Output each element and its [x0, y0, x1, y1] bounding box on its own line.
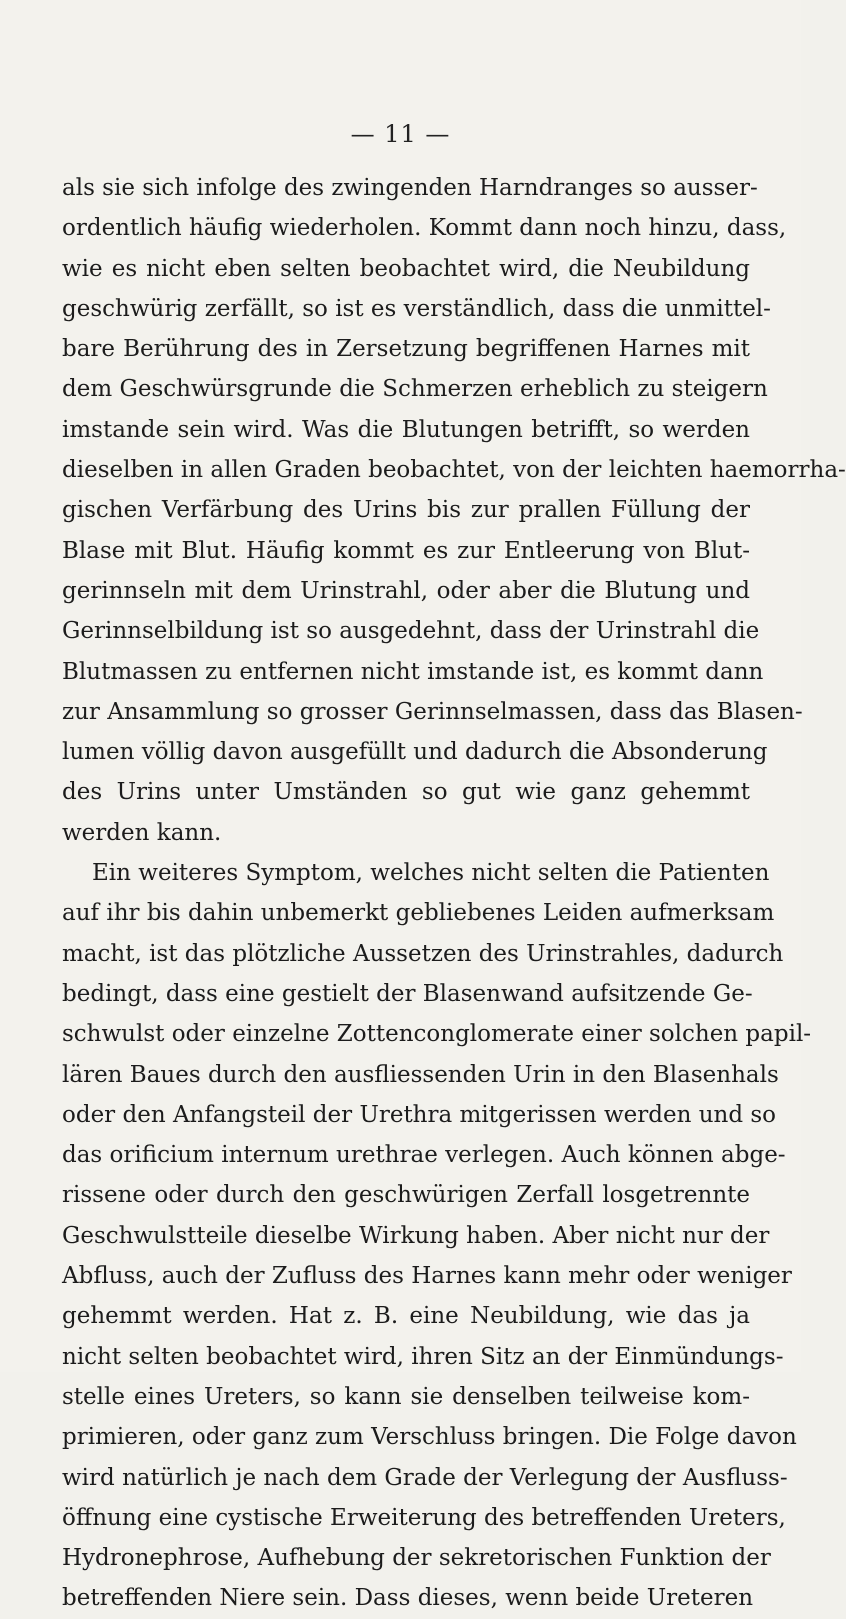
- text-line: dem Geschwürsgrunde die Schmerzen erheblich zu steigern: [62, 376, 768, 403]
- text-line: gischen Verfärbung des Urins bis zur prallen Füllung der: [62, 497, 750, 524]
- text-line: öffnung eine cystische Erweiterung des betreffenden Ureters,: [62, 1504, 786, 1531]
- text-line: Blase mit Blut. Häufig kommt es zur Entleerung von Blut-: [62, 537, 750, 564]
- text-line: stelle eines Ureters, so kann sie denselben teilweise kom-: [62, 1383, 750, 1410]
- text-line: dieselben in allen Graden beobachtet, von der leichten haemorrha-: [62, 457, 846, 484]
- text-line: rissene oder durch den geschwürigen Zerfall losgetrennte: [62, 1182, 750, 1209]
- page-number: — 11 —: [350, 120, 451, 148]
- text-line: Abfluss, auch der Zufluss des Harnes kann mehr oder weniger: [62, 1263, 792, 1290]
- text-line: bedingt, dass eine gestielt der Blasenwand aufsitzende Ge-: [62, 980, 753, 1007]
- text-line: Ein weiteres Symptom, welches nicht selten die Patienten: [92, 860, 770, 887]
- body-text: [62, 168, 846, 1619]
- text-line: nicht selten beobachtet wird, ihren Sitz an der Einmündungs-: [62, 1343, 784, 1370]
- text-line: schwulst oder einzelne Zottenconglomerate einer solchen papil-: [62, 1021, 812, 1048]
- text-line: geschwürig zerfällt, so ist es verständlich, dass die unmittel-: [62, 295, 771, 322]
- text-line: Geschwulstteile dieselbe Wirkung haben. Aber nicht nur der: [62, 1222, 770, 1249]
- text-line: bare Berührung des in Zersetzung begriffenen Harnes mit: [62, 336, 750, 363]
- text-line: oder den Anfangsteil der Urethra mitgerissen werden und so: [62, 1101, 777, 1128]
- text-line: gerinnseln mit dem Urinstrahl, oder aber die Blutung und: [62, 577, 750, 604]
- text-line: lären Baues durch den ausfliessenden Urin in den Blasenhals: [62, 1061, 779, 1088]
- text-line: gehemmt werden. Hat z. B. eine Neubildung, wie das ja: [62, 1303, 750, 1330]
- text-line: wie es nicht eben selten beobachtet wird, die Neubildung: [62, 255, 750, 282]
- text-line: macht, ist das plötzliche Aussetzen des Urinstrahles, dadurch: [62, 940, 784, 967]
- text-line: zur Ansammlung so grosser Gerinnselmassen, dass das Blasen-: [62, 698, 803, 725]
- text-line: Hydronephrose, Aufhebung der sekretorischen Funktion der: [62, 1545, 771, 1572]
- text-line: Gerinnselbildung ist so ausgedehnt, dass der Urinstrahl die: [62, 618, 760, 645]
- text-line: ordentlich häufig wiederholen. Kommt dann noch hinzu, dass,: [62, 215, 787, 242]
- text-line: auf ihr bis dahin unbemerkt gebliebenes Leiden aufmerksam: [62, 900, 775, 927]
- text-line: das orificium internum urethrae verlegen. Auch können abge-: [62, 1142, 786, 1169]
- text-line: werden kann.: [62, 819, 222, 846]
- text-line: imstande sein wird. Was die Blutungen betrifft, so werden: [62, 416, 750, 443]
- text-line: lumen völlig davon ausgefüllt und dadurch die Absonderung: [62, 739, 768, 766]
- text-line: betreffenden Niere sein. Dass dieses, wenn beide Ureteren: [62, 1585, 754, 1612]
- text-line: als sie sich infolge des zwingenden Harndranges so ausser-: [62, 175, 758, 201]
- text-line: wird natürlich je nach dem Grade der Verlegung der Ausfluss-: [62, 1464, 788, 1491]
- text-line: primieren, oder ganz zum Verschluss bringen. Die Folge davon: [62, 1424, 797, 1451]
- text-line: Blutmassen zu entfernen nicht imstande ist, es kommt dann: [62, 658, 764, 685]
- text-line: des Urins unter Umständen so gut wie ganz gehemmt: [62, 779, 750, 806]
